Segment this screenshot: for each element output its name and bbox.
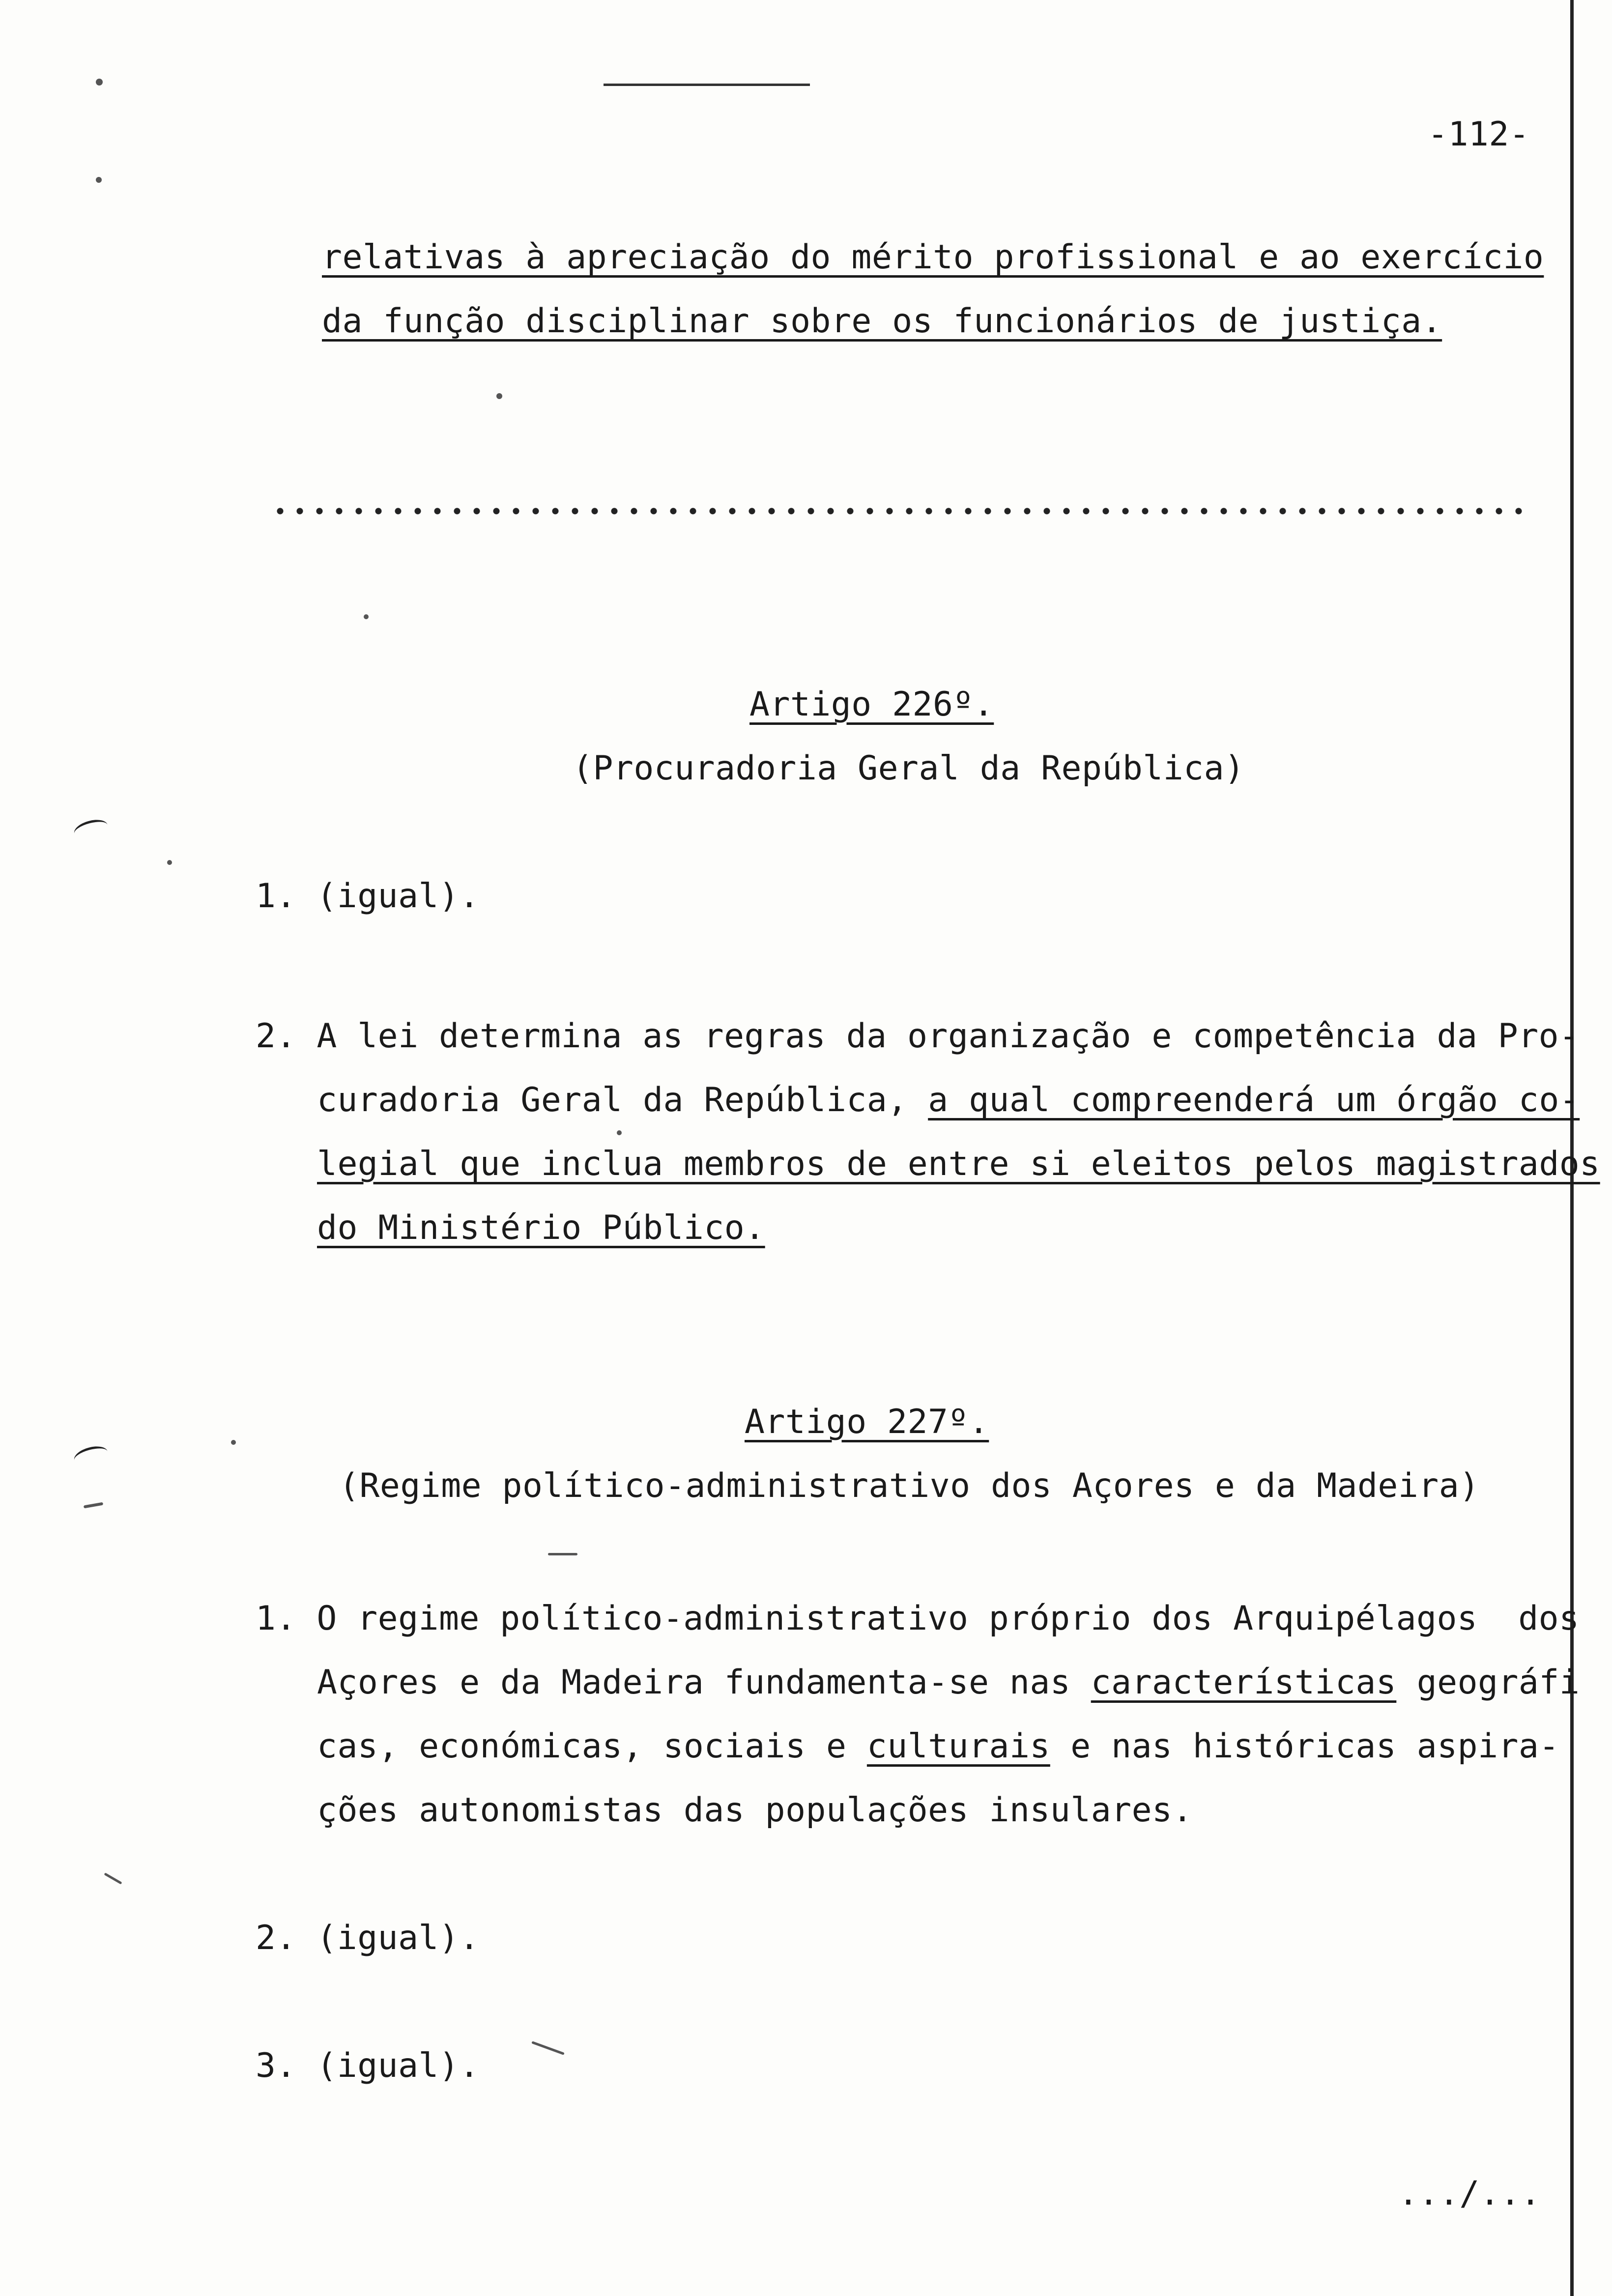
- article-226-title: Artigo 226º.: [749, 685, 994, 724]
- article-227-subtitle: (Regime político-administrativo dos Açores e da Madeira): [339, 1466, 1480, 1505]
- article-227-item-3: 3. (igual).: [256, 2046, 480, 2085]
- scan-speck: [364, 614, 369, 619]
- scan-speck: [96, 79, 103, 86]
- scan-mark: [531, 2041, 564, 2055]
- article-226-item-2-line-2: [317, 1081, 1580, 1119]
- article-226-item-2-line-3: legial que inclua membros de entre si eleitos pelos magistrados: [317, 1145, 1600, 1183]
- article-227-item-1-line-1: 1. O regime político-administrativo próprio dos Arquipélagos dos: [256, 1599, 1580, 1638]
- article-227-item-1-line-2: [317, 1663, 1580, 1702]
- article-226-item-2-line-2-plain: curadoria Geral da República,: [317, 1081, 928, 1119]
- scan-speck: [167, 860, 172, 865]
- page-number: -112-: [1428, 115, 1530, 154]
- article-226-subtitle: (Procuradoria Geral da República): [573, 749, 1245, 788]
- scan-speck: [496, 393, 502, 399]
- article-226-item-2-line-4: do Ministério Público.: [317, 1208, 765, 1247]
- scan-mark: [72, 817, 110, 842]
- article-226-item-2-line-1: 2. A lei determina as regras da organização e competência da Pro-: [256, 1017, 1580, 1056]
- intro-line-1: relativas à apreciação do mérito profissional e ao exercício: [322, 238, 1544, 277]
- scan-speck: [96, 177, 102, 183]
- article-227-title: Artigo 227º.: [745, 1403, 989, 1441]
- article-227-item-1-line-4: ções autonomistas das populações insulares.: [317, 1791, 1193, 1830]
- scan-mark: [72, 1443, 110, 1469]
- scan-speck: [617, 1130, 622, 1135]
- article-226-item-1: 1. (igual).: [256, 877, 480, 916]
- article-227-item-1-line-3-a: cas, económicas, sociais e: [317, 1727, 867, 1766]
- article-227-item-1-line-2-underlined: características: [1091, 1663, 1397, 1702]
- scan-mark: [84, 1502, 103, 1509]
- article-227-item-1-line-2-a: Açores e da Madeira fundamenta-se nas: [317, 1663, 1091, 1702]
- dotted-separator: [270, 506, 1533, 516]
- article-227-item-1-line-3-underlined: culturais: [866, 1727, 1050, 1766]
- article-227-item-1-line-3-b: e nas históricas aspira-: [1050, 1727, 1559, 1766]
- top-rule: [604, 84, 810, 86]
- article-227-item-1-line-2-b: geográfi: [1396, 1663, 1580, 1702]
- scan-mark: [548, 1553, 577, 1555]
- article-226-item-2-line-2-underlined: a qual compreenderá um órgão co-: [928, 1081, 1580, 1119]
- article-227-item-2: 2. (igual).: [256, 1919, 480, 1957]
- continuation-mark: .../...: [1398, 2174, 1541, 2213]
- intro-line-2: da função disciplinar sobre os funcionários de justiça.: [322, 302, 1442, 341]
- scan-speck: [231, 1440, 236, 1445]
- scan-mark: [104, 1872, 122, 1884]
- article-227-item-1-line-3: [317, 1727, 1559, 1766]
